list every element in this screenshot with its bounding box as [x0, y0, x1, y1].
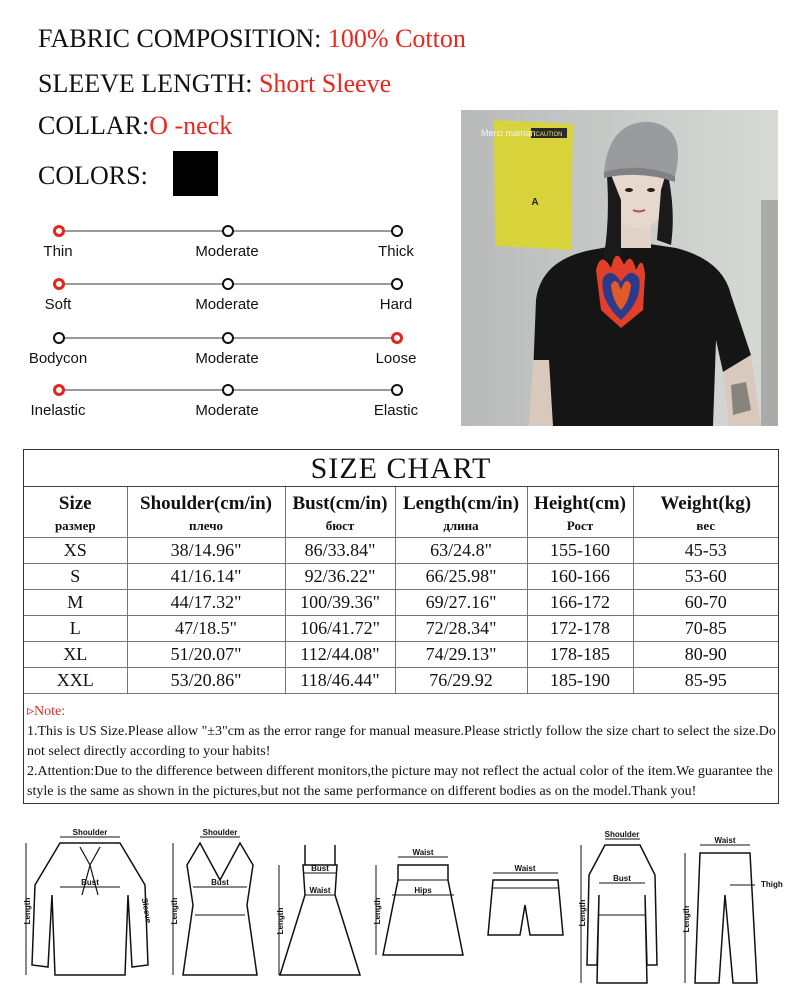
table-cell: 86/33.84": [285, 538, 395, 564]
scale-dot-mid: [222, 225, 234, 237]
scale-label-mid: Moderate: [195, 243, 259, 260]
table-cell: 44/17.32": [127, 590, 285, 616]
label-length: Length: [682, 905, 691, 933]
label-length: Length: [170, 897, 179, 925]
table-cell: 45-53: [633, 538, 778, 564]
brand-watermark: Merci maman: [481, 128, 536, 138]
note-item: 2.Attention:Due to the difference between different monitors,the picture may not reflect the actual color of the item.We guarantee the style is the same as shown in the pictures,but not the same performance on different bodies as on the model.Thank you!: [27, 764, 773, 799]
size-chart: [23, 449, 779, 804]
scale-dot-mid: [222, 278, 234, 290]
table-cell: 172-178: [527, 616, 633, 642]
scale-dot-left: [53, 332, 65, 344]
table-cell: 72/28.34": [395, 616, 527, 642]
table-cell: 69/27.16": [395, 590, 527, 616]
label-bust: Bust: [311, 864, 329, 873]
table-cell: 70-85: [633, 616, 778, 642]
spec-label: COLLAR:: [38, 111, 150, 140]
table-cell: 92/36.22": [285, 564, 395, 590]
scale-elasticity: [0, 389, 450, 449]
table-cell: 41/16.14": [127, 564, 285, 590]
scale-label-right: Thick: [378, 243, 414, 260]
label-length: Length: [373, 897, 382, 925]
column-header: Weight(kg) вес: [633, 487, 778, 538]
table-row: [24, 590, 778, 616]
label-bust: Bust: [613, 874, 631, 883]
table-cell: L: [24, 616, 127, 642]
table-row: [24, 668, 778, 694]
table-header-row: [24, 487, 778, 538]
scale-dot-right: [391, 332, 403, 344]
table-cell: 51/20.07": [127, 642, 285, 668]
column-header: Shoulder(cm/in) плечо: [127, 487, 285, 538]
table-cell: 112/44.08": [285, 642, 395, 668]
table-cell: XS: [24, 538, 127, 564]
label-waist: Waist: [309, 886, 331, 895]
scale-dot-left: [53, 225, 65, 237]
label-waist: Waist: [714, 836, 736, 845]
scale-label-mid: Moderate: [195, 296, 259, 313]
spec-fabric: [38, 24, 466, 54]
table-cell: XXL: [24, 668, 127, 694]
spec-sleeve: [38, 69, 391, 99]
blouse-diagram: [20, 825, 160, 985]
table-cell: 66/25.98": [395, 564, 527, 590]
label-shoulder: Shoulder: [604, 830, 640, 839]
scale-label-mid: Moderate: [195, 402, 259, 419]
pants-diagram: [675, 825, 783, 985]
scale-dot-mid: [222, 384, 234, 396]
column-header: Bust(cm/in) бюст: [285, 487, 395, 538]
size-notes: [24, 694, 778, 802]
model-illustration: [461, 110, 778, 426]
note-label: ▹Note:: [27, 704, 66, 719]
shorts-diagram: [478, 825, 573, 985]
scale-label-left: Bodycon: [28, 350, 88, 367]
skirt-diagram: [368, 825, 473, 985]
label-waist: Waist: [412, 848, 434, 857]
scale-label-mid: Moderate: [195, 350, 259, 367]
spec-value: 100% Cotton: [327, 24, 466, 53]
table-row: [24, 616, 778, 642]
scale-label-left: Soft: [44, 296, 72, 313]
column-header: Height(cm) Рост: [527, 487, 633, 538]
spec-label: COLORS:: [38, 161, 148, 190]
table-cell: 80-90: [633, 642, 778, 668]
scale-dot-right: [391, 384, 403, 396]
poster-letter: A: [531, 197, 539, 208]
scale-dot-mid: [222, 332, 234, 344]
label-waist: Waist: [514, 864, 536, 873]
scale-label-right: Loose: [375, 350, 417, 367]
table-cell: 178-185: [527, 642, 633, 668]
vest-diagram: [165, 825, 275, 985]
spec-label: SLEEVE LENGTH:: [38, 69, 253, 98]
product-photo: [461, 110, 778, 426]
color-swatch-black: [173, 151, 218, 196]
table-cell: 155-160: [527, 538, 633, 564]
label-thigh: Thigh: [761, 880, 783, 889]
spec-value: Short Sleeve: [258, 69, 392, 98]
table-row: [24, 564, 778, 590]
scale-dot-left: [53, 278, 65, 290]
table-cell: M: [24, 590, 127, 616]
table-cell: 53/20.86": [127, 668, 285, 694]
label-bust: Bust: [81, 878, 99, 887]
table-cell: 74/29.13": [395, 642, 527, 668]
note-item: 1.This is US Size.Please allow "±3"cm as the error range for manual measure.Please strictly follow the size chart to select the size.Do not select directly according to your habits!: [27, 724, 776, 759]
label-shoulder: Shoulder: [72, 828, 108, 837]
label-hips: Hips: [414, 886, 432, 895]
scale-dot-right: [391, 278, 403, 290]
table-cell: 118/46.44": [285, 668, 395, 694]
table-cell: XL: [24, 642, 127, 668]
column-header: Length(cm/in) длина: [395, 487, 527, 538]
label-bust: Bust: [211, 878, 229, 887]
scale-dot-left: [53, 384, 65, 396]
poster-text: CAUTION: [535, 132, 563, 138]
table-cell: 76/29.92: [395, 668, 527, 694]
table-cell: S: [24, 564, 127, 590]
label-shoulder: Shoulder: [202, 828, 238, 837]
label-length: Length: [578, 899, 587, 927]
table-cell: 53-60: [633, 564, 778, 590]
table-cell: 38/14.96": [127, 538, 285, 564]
strap-dress-diagram: [275, 825, 365, 985]
table-cell: 160-166: [527, 564, 633, 590]
table-cell: 106/41.72": [285, 616, 395, 642]
spec-colors: [38, 161, 148, 191]
scale-label-left: Inelastic: [30, 402, 86, 419]
label-length: Length: [23, 897, 32, 925]
size-chart-title: SIZE CHART: [24, 450, 778, 487]
scale-dot-right: [391, 225, 403, 237]
label-length: Length: [276, 907, 285, 935]
spec-label: FABRIC COMPOSITION:: [38, 24, 322, 53]
table-cell: 60-70: [633, 590, 778, 616]
scale-label-right: Elastic: [373, 402, 419, 419]
coat-diagram: [575, 825, 670, 985]
size-table: [24, 487, 778, 694]
scale-label-left: Thin: [43, 243, 73, 260]
measurement-diagrams: [0, 825, 800, 995]
table-cell: 100/39.36": [285, 590, 395, 616]
table-cell: 47/18.5": [127, 616, 285, 642]
table-row: [24, 538, 778, 564]
scale-label-right: Hard: [379, 296, 413, 313]
table-cell: 63/24.8": [395, 538, 527, 564]
column-header: Size размер: [24, 487, 127, 538]
label-sleeve: Sleeve: [139, 897, 154, 924]
table-cell: 85-95: [633, 668, 778, 694]
table-row: [24, 642, 778, 668]
spec-collar: [38, 111, 232, 141]
spec-value: O -neck: [149, 111, 233, 140]
table-cell: 185-190: [527, 668, 633, 694]
table-cell: 166-172: [527, 590, 633, 616]
